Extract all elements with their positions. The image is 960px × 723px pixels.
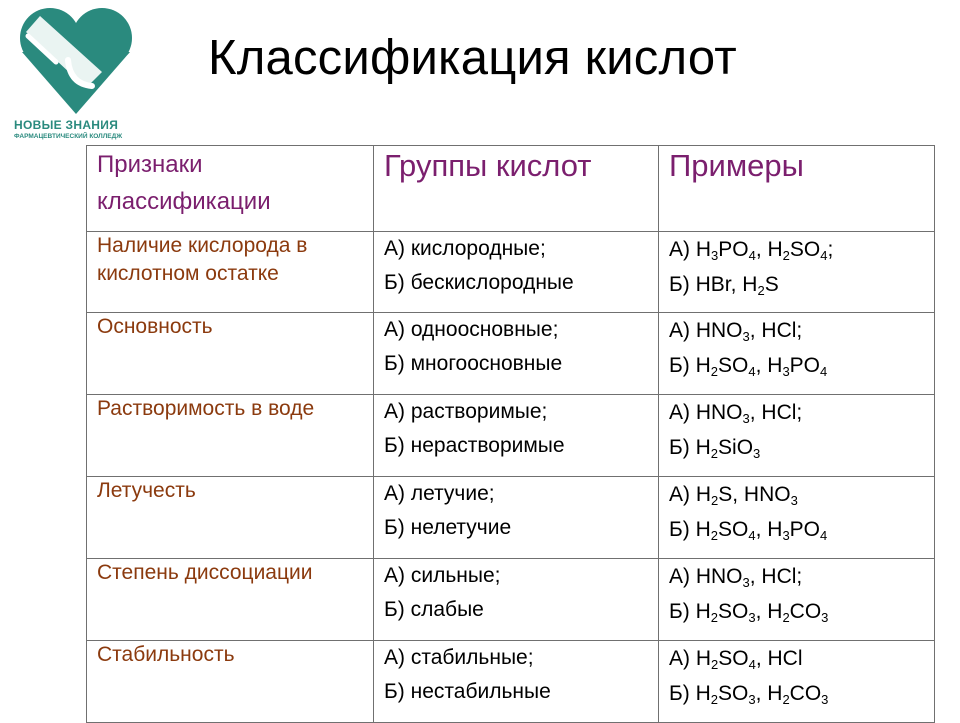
groups-cell [374,641,659,723]
table-row [87,395,935,477]
groups-cell [374,232,659,313]
examples-cell [659,313,935,395]
example-item: А) $HNO_3$, HCl; [669,565,803,590]
example-item: Б) HBr, $H_2S$ [669,273,779,298]
group-item: А) растворимые; [384,400,548,423]
group-item: Б) бескислородные [384,271,574,294]
brand-logo [10,6,142,142]
table-row [87,313,935,395]
example-item: А) $H_2S$, $HNO_3$ [669,483,798,508]
logo-capsule-heart-icon [10,6,142,118]
groups-cell [374,313,659,395]
brand-name: НОВЫЕ ЗНАНИЯ [14,118,119,132]
example-item: А) $HNO_3$, HCl; [669,319,803,344]
groups-cell [374,559,659,641]
example-item: Б) $H_2SO_3$, $H_2CO_3$ [669,600,829,625]
sign-cell: Степень диссоциации [87,559,374,641]
group-item: А) сильные; [384,564,501,587]
examples-cell [659,395,935,477]
examples-cell [659,232,935,313]
group-item: Б) нестабильные [384,680,551,703]
group-item: А) летучие; [384,482,495,505]
sign-cell: Летучесть [87,477,374,559]
group-item: Б) слабые [384,598,484,621]
header-cell: Признаки классификации [87,146,374,232]
example-item: Б) $H_2SO_3$, $H_2CO_3$ [669,682,829,707]
example-item: А) $H_2SO_4$, HCl [669,647,803,672]
sign-cell: Стабильность [87,641,374,723]
page-title: Классификация кислот [208,31,737,85]
sign-cell: Растворимость в воде [87,395,374,477]
group-item: А) кислородные; [384,237,546,260]
groups-cell [374,395,659,477]
sign-cell: Наличие кислорода в кислотном остатке [87,232,374,313]
group-item: А) одноосновные; [384,318,559,341]
example-item: А) $H_3PO_4$, $H_2SO_4$; [669,238,834,263]
example-item: А) $HNO_3$, HCl; [669,401,803,426]
group-item: Б) нерастворимые [384,434,565,457]
brand-subtitle: ФАРМАЦЕВТИЧЕСКИЙ КОЛЛЕДЖ [14,133,123,140]
examples-cell [659,641,935,723]
group-item: Б) нелетучие [384,516,512,539]
example-item: Б) $H_2SO_4$, $H_3PO_4$ [669,354,828,379]
table-row [87,559,935,641]
groups-cell [374,477,659,559]
header-cell: Группы кислот [374,146,659,232]
table-row [87,641,935,723]
example-item: Б) $H_2SiO_3$ [669,436,761,461]
header-cell: Примеры [659,146,935,232]
example-item: Б) $H_2SO_4$, $H_3PO_4$ [669,518,828,543]
sign-cell: Основность [87,313,374,395]
group-item: Б) многоосновные [384,352,563,375]
classification-table [86,145,935,723]
table-row [87,477,935,559]
examples-cell [659,477,935,559]
table-header-row [87,146,935,232]
group-item: А) стабильные; [384,646,534,669]
table-row [87,232,935,313]
examples-cell [659,559,935,641]
